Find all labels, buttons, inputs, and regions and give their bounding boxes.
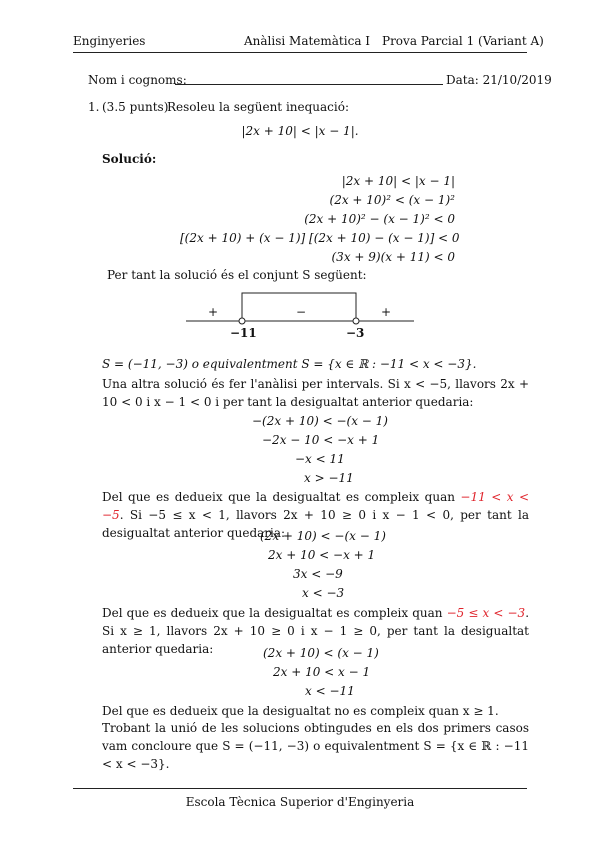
derivation-line: (2x + 10)² − (x − 1)² < 0: [304, 212, 455, 226]
derivation-line: (3x + 9)(x + 11) < 0: [331, 250, 455, 264]
final-conclusion: Trobant la unió de les solucions obtingudes en els dos primers casos vam concloure que S = (−11, −3) o equivalentment S = {x ∈ ℝ : −11 < x < −3}.: [102, 721, 529, 771]
case3-block: [263, 644, 383, 701]
problem-statement: Resoleu la següent inequació:: [167, 100, 350, 114]
open-point-right: [353, 318, 359, 324]
case3-line: (2x + 10) < (x − 1): [263, 646, 379, 660]
case1-block: [252, 412, 388, 488]
problem-points: (3.5 punts): [102, 100, 169, 114]
footer-school: Escola Tècnica Superior d'Enginyeria: [185, 795, 415, 809]
case2-line: x < −3: [302, 586, 345, 600]
point-label-left: −11: [230, 326, 257, 340]
solution-heading: Solució:: [102, 152, 157, 166]
sign-middle: −: [296, 305, 307, 319]
derivation-line: |2x + 10| < |x − 1|: [341, 174, 455, 188]
name-blank-line: [175, 84, 443, 85]
header-exam: Prova Parcial 1 (Variant A): [382, 34, 544, 48]
case2-line: (2x + 10) < −(x − 1): [260, 529, 386, 543]
case2-highlight: −5 ≤ x < −3: [446, 606, 526, 620]
sign-right: +: [381, 305, 392, 319]
derivation-line: [(2x + 10) + (x − 1)] [(2x + 10) − (x − 1)] < 0: [180, 231, 460, 245]
header-course: Enginyeries: [73, 34, 146, 48]
alt-intro: Una altra solució és fer l'anàlisi per intervals. Si x < −5, llavors 2x + 10 < 0 i x − 1 < 0 i per tant la desigualtat anterior quedaria:: [102, 377, 529, 409]
case1-line: −(2x + 10) < −(x − 1): [252, 414, 388, 428]
case1-line: −x < 11: [295, 452, 345, 466]
point-label-right: −3: [346, 326, 365, 340]
derivation-line: (2x + 10)² < (x − 1)²: [329, 193, 455, 207]
derivation-block: [180, 172, 460, 267]
header-rule: [73, 52, 527, 53]
sign-left: +: [208, 305, 219, 319]
problem-inequation: |2x + 10| < |x − 1|.: [241, 124, 359, 138]
case1-line: −2x − 10 < −x + 1: [262, 433, 380, 447]
case3-conclusion: Del que es dedueix que la desigualtat no es compleix quan x ≥ 1.: [102, 704, 499, 718]
date-label: Data: 21/10/2019: [446, 73, 552, 87]
footer-rule: [73, 788, 527, 789]
name-label: Nom i cognoms:: [88, 73, 187, 87]
case2-block: [260, 527, 386, 603]
case2-line: 3x < −9: [293, 567, 343, 581]
case1-line: x > −11: [304, 471, 354, 485]
open-point-left: [239, 318, 245, 324]
conclusion-intro: Per tant la solució és el conjunt S següent:: [107, 268, 367, 282]
case3-line: x < −11: [305, 684, 355, 698]
header-subject: Anàlisi Matemàtica I: [244, 34, 371, 48]
case1-conclusion: Del que es dedueix que la desigualtat es compleix quan −11 < x < −5. Si −5 ≤ x < 1, llavors 2x + 10 ≥ 0 i x − 1 < 0, per tant la desigualtat anterior quedaria:: [102, 490, 529, 540]
case2-line: 2x + 10 < −x + 1: [268, 548, 376, 562]
case2-conclusion: Del que es dedueix que la desigualtat es compleix quan −5 ≤ x < −3. Si x ≥ 1, llavors 2x + 10 ≥ 0 i x − 1 ≥ 0, per tant la desigualtat anterior quedaria:: [102, 606, 530, 656]
case3-line: 2x + 10 < x − 1: [273, 665, 371, 679]
problem-number: 1.: [88, 100, 100, 114]
case1-highlight: −11 < x < −5: [102, 490, 529, 522]
set-result: S = (−11, −3) o equivalentment S = {x ∈ ℝ : −11 < x < −3}.: [102, 357, 477, 371]
